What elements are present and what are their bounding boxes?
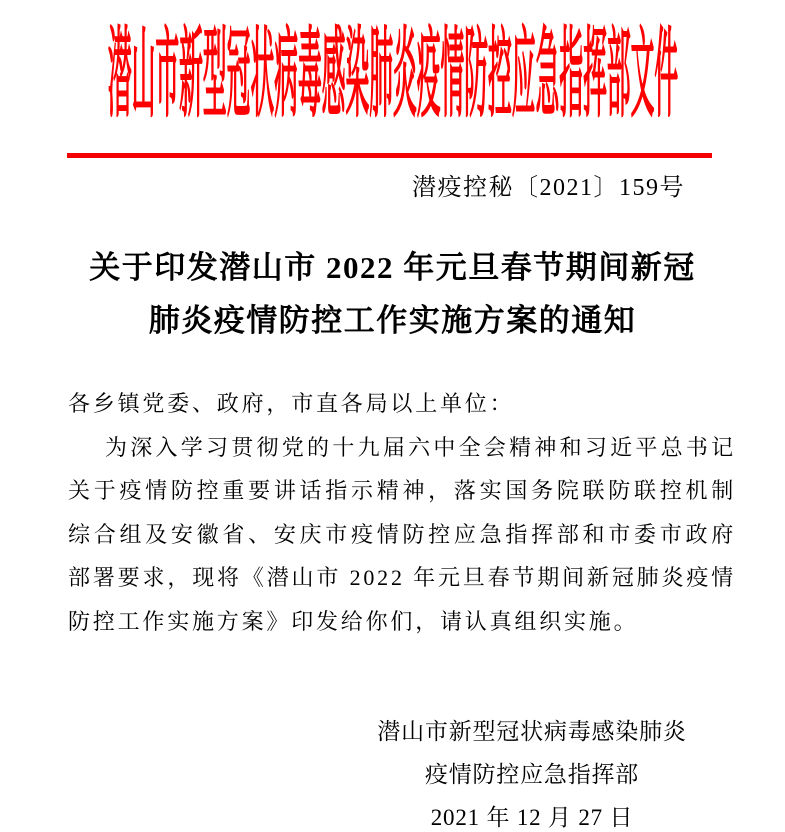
signature-org-line-2: 疫情防控应急指挥部 [424, 762, 640, 787]
letterhead-banner [0, 18, 785, 129]
body-paragraph: 为深入学习贯彻党的十九届六中全会精神和习近平总书记关于疫情防控重要讲话指示精神，落实国务院联防联控机制综合组及安徽省、安庆市疫情防控应急指挥部和市委市政府部署要求，现将《潜山市 2022 年元旦春节期间新冠肺炎疫情防控工作实施方案》印发给你们，请认真组织实施。 [68, 434, 736, 634]
letterhead-banner-text: 潜山市新型冠状病毒感染肺炎疫情防控应急指挥部文件 [107, 18, 678, 129]
document-body [68, 382, 736, 643]
document-title-line-1: 关于印发潜山市 2022 年元旦春节期间新冠 [89, 250, 696, 285]
document-title-line-2: 肺炎疫情防控工作实施方案的通知 [148, 303, 637, 338]
signature-date: 2021 年 12 月 27 日 [430, 805, 634, 830]
signature-block [367, 710, 697, 832]
signature-org-line-1: 潜山市新型冠状病毒感染肺炎 [377, 719, 687, 744]
document-title [0, 241, 785, 347]
document-reference-number: 潜疫控秘〔2021〕159号 [412, 175, 685, 201]
letterhead-divider-rule [67, 153, 712, 158]
salutation-line: 各乡镇党委、政府，市直各局以上单位： [68, 391, 515, 416]
